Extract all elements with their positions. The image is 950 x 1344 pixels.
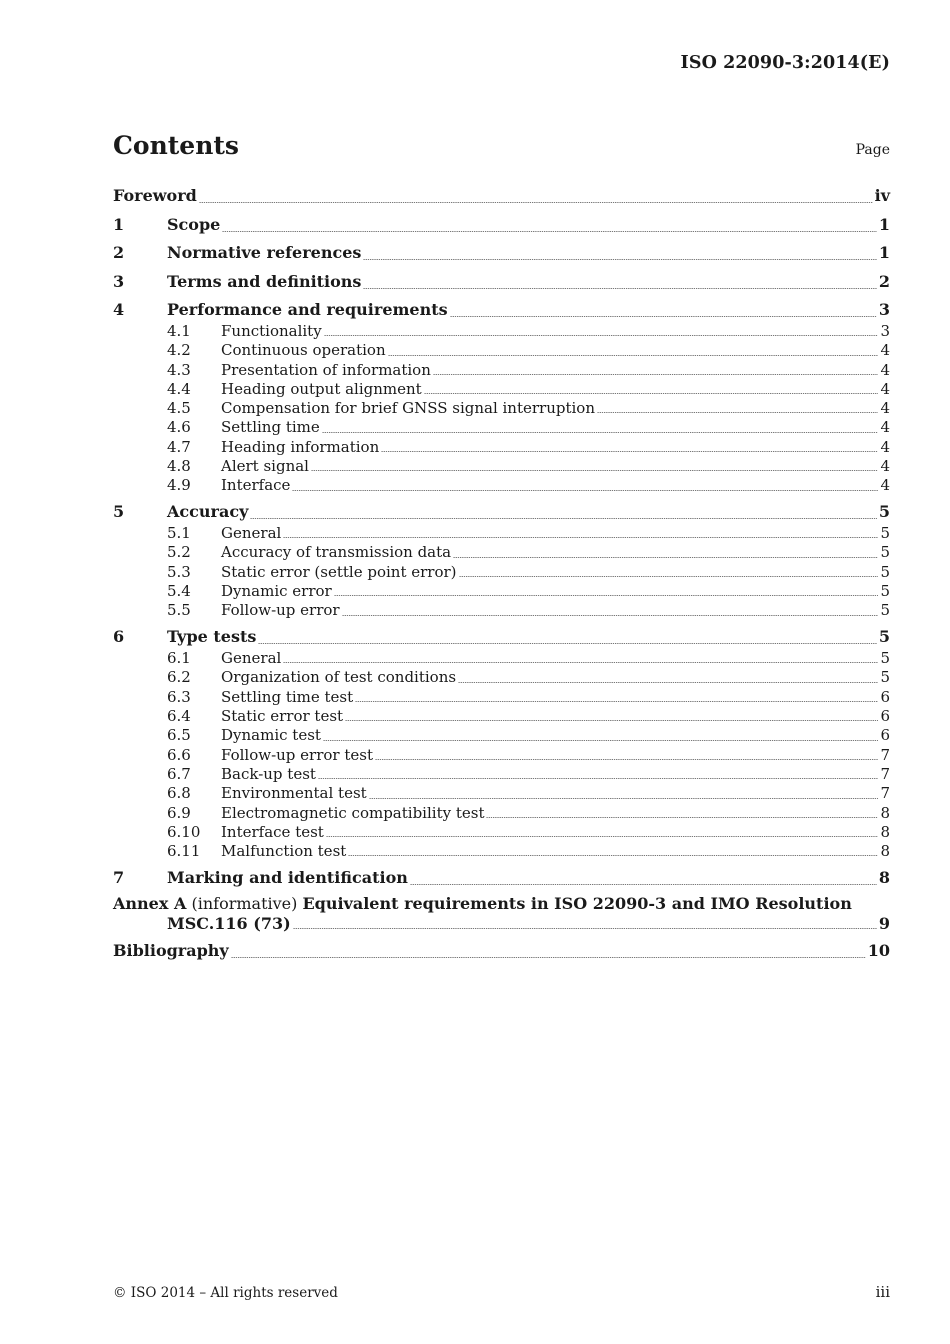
toc-number: 7 [113,867,125,887]
toc-number: 5.2 [167,543,191,562]
dot-leader [326,836,879,837]
toc-subentry[interactable] [113,399,890,418]
annex-title-continuation [113,914,890,934]
toc-subentry[interactable] [113,688,890,707]
toc-subentry[interactable] [113,823,890,842]
toc-number: 6.9 [167,803,191,822]
toc-subentry[interactable] [113,582,890,601]
toc-page: 4 [880,418,890,437]
toc-page: 8 [880,822,890,841]
toc-entry-bibliography[interactable] [113,939,890,963]
toc-subentry[interactable] [113,804,890,823]
dot-leader [486,817,878,818]
toc-number: 2 [113,243,125,262]
toc-title: Heading information [221,437,380,456]
toc-number: 5.5 [167,601,191,620]
toc-title: Malfunction test [221,842,347,861]
toc-subentry[interactable] [113,322,890,341]
toc-number: 6.3 [167,687,191,706]
toc-number: 4.7 [167,437,191,456]
dot-leader [363,259,876,260]
toc-page: 8 [880,803,890,822]
toc-page: 6 [880,707,890,726]
dot-leader [231,957,866,958]
annex-title: Equivalent requirements in ISO 22090-3 and IMO Resolution [302,894,852,914]
toc-subentry[interactable] [113,707,890,726]
toc-title: Static error test [221,707,344,726]
toc-page: 3 [880,322,890,340]
toc-subentry[interactable] [113,524,890,543]
toc-page: 4 [880,457,890,476]
toc-title: Performance and requirements [167,300,448,319]
toc-page: iv [874,186,890,205]
dot-leader [318,778,879,779]
dot-leader [250,518,876,519]
toc-title: Follow-up error [221,601,340,620]
toc-number: 1 [113,214,125,234]
toc-number: 4.4 [167,379,191,398]
toc-title: Compensation for brief GNSS signal interruption [221,399,595,418]
toc-page: 4 [880,379,890,398]
toc-number: 4 [113,300,125,319]
toc-entry-type-tests[interactable] [113,625,890,649]
toc-number: 6.2 [167,668,191,687]
toc-subentry[interactable] [113,341,890,360]
toc-number: 6.6 [167,745,191,764]
toc-title: Terms and definitions [167,271,362,291]
toc-page: 8 [878,867,890,887]
toc-subentry[interactable] [113,668,890,687]
toc-title: Bibliography [113,940,229,960]
toc-title: General [221,524,282,543]
table-of-contents [113,184,890,963]
toc-title: Heading output alignment [221,379,422,398]
dot-leader [453,557,878,558]
toc-subentry[interactable] [113,476,890,495]
dot-leader [433,374,879,375]
toc-page: 1 [878,243,890,262]
toc-page: 5 [878,627,890,647]
toc-number: 4.1 [167,322,191,340]
toc-title: Settling time test [221,687,354,706]
dot-leader [381,451,878,452]
dot-leader [323,740,879,741]
toc-number: 5.4 [167,582,191,601]
toc-page: 5 [880,524,890,543]
dot-leader [450,316,877,317]
toc-title: Static error (settle point error) [221,562,457,581]
toc-title: Interface test [221,822,324,841]
dot-leader [283,662,878,663]
dot-leader [283,537,878,538]
toc-title: Settling time [221,418,320,437]
toc-subentry[interactable] [113,601,890,620]
toc-page: 5 [880,582,890,601]
dot-leader [363,288,876,289]
dot-leader [459,576,879,577]
toc-entry-terms-and-definitions[interactable] [113,270,890,294]
dot-leader [410,884,877,885]
document-id: ISO 22090-3:2014(E) [680,53,890,73]
toc-page: 5 [878,502,890,522]
toc-entry-annex-a[interactable] [113,894,890,934]
toc-title: Follow-up error test [221,745,373,764]
toc-title: Scope [167,214,221,234]
toc-title: Foreword [113,186,197,205]
toc-page: 1 [878,214,890,234]
toc-subentry[interactable] [113,765,890,784]
toc-number: 6.7 [167,764,191,783]
toc-title: Environmental test [221,784,367,803]
dot-leader [322,432,879,433]
toc-number: 6 [113,627,125,647]
toc-title: Alert signal [221,457,309,476]
annex-label: Annex A [113,894,187,914]
toc-number: 4.6 [167,418,191,437]
toc-title: Accuracy of transmission data [221,543,452,562]
dot-leader [222,231,877,232]
toc-subentry[interactable] [113,784,890,803]
contents-heading [113,131,890,165]
toc-number: 4.2 [167,341,191,360]
dot-leader [199,202,873,203]
dot-leader [348,855,878,856]
annex-title-cont: MSC.116 (73) [167,914,291,934]
toc-subentry[interactable] [113,457,890,476]
dot-leader [355,701,878,702]
page-column-label: Page [855,142,890,158]
toc-number: 6.8 [167,784,191,803]
toc-number: 5.3 [167,562,191,581]
toc-page: 7 [880,745,890,764]
toc-title: Marking and identification [167,867,408,887]
toc-subentry[interactable] [113,438,890,457]
toc-subentry[interactable] [113,726,890,745]
dot-leader [424,393,879,394]
toc-page: 6 [880,687,890,706]
dot-leader [334,595,879,596]
dot-leader [342,615,879,616]
toc-title: Type tests [167,627,257,647]
dot-leader [324,335,879,336]
page-number: iii [875,1283,890,1301]
toc-page: 4 [880,437,890,456]
toc-subentry[interactable] [113,746,890,765]
toc-page: 5 [880,601,890,620]
toc-title: Interface [221,476,291,495]
toc-page: 5 [880,668,890,687]
toc-number: 5 [113,502,125,522]
dot-leader [388,355,879,356]
toc-number: 4.8 [167,457,191,476]
toc-title: Electromagnetic compatibility test [221,803,485,822]
toc-title: Organization of test conditions [221,668,457,687]
toc-number: 6.10 [167,822,201,841]
toc-entry-marking-and-identification[interactable] [113,866,890,890]
toc-title: Normative references [167,243,362,262]
toc-number: 4.5 [167,399,191,418]
annex-type: (informative) [191,894,298,914]
toc-page: 4 [880,360,890,379]
dot-leader [258,643,877,644]
toc-title: Accuracy [167,502,249,522]
toc-title: Functionality [221,322,322,340]
toc-page: 7 [880,784,890,803]
toc-title: Dynamic error [221,582,332,601]
toc-page: 4 [880,476,890,495]
toc-entry-accuracy[interactable] [113,500,890,524]
toc-subentry[interactable] [113,361,890,380]
toc-number: 3 [113,271,125,291]
toc-number: 6.5 [167,726,191,745]
dot-leader [292,490,878,491]
contents-title: Contents [113,131,240,160]
toc-number: 5.1 [167,524,191,543]
toc-page: 10 [867,940,890,960]
dot-leader [311,470,878,471]
dot-leader [293,928,877,929]
toc-entry-normative-references[interactable] [113,241,890,265]
annex-title-line [113,894,890,914]
toc-subentry[interactable] [113,380,890,399]
toc-page: 7 [880,764,890,783]
toc-entry-foreword[interactable] [113,184,890,208]
toc-title: General [221,649,282,668]
dot-leader [369,798,879,799]
toc-entry-performance-and-requirements[interactable] [113,298,890,322]
dot-leader [345,720,878,721]
dot-leader [458,682,878,683]
toc-page: 5 [880,543,890,562]
toc-subentry[interactable] [113,563,890,582]
copyright-notice: © ISO 2014 – All rights reserved [113,1285,338,1301]
toc-subentry[interactable] [113,418,890,437]
dot-leader [597,412,878,413]
toc-title: Continuous operation [221,341,386,360]
toc-subentry[interactable] [113,649,890,668]
dot-leader [375,759,878,760]
toc-number: 4.9 [167,476,191,495]
toc-number: 6.4 [167,707,191,726]
toc-number: 4.3 [167,360,191,379]
toc-page: 6 [880,726,890,745]
toc-page: 5 [880,562,890,581]
toc-page: 2 [878,271,890,291]
toc-title: Presentation of information [221,360,431,379]
toc-title: Back-up test [221,764,316,783]
toc-page: 9 [878,914,890,934]
toc-number: 6.11 [167,842,201,861]
toc-entry-scope[interactable] [113,213,890,237]
toc-page: 4 [880,399,890,418]
toc-subentry[interactable] [113,543,890,562]
toc-page: 4 [880,341,890,360]
toc-number: 6.1 [167,649,191,668]
toc-page: 3 [878,300,890,319]
toc-subentry[interactable] [113,842,890,861]
toc-page: 8 [880,842,890,861]
toc-title: Dynamic test [221,726,321,745]
toc-page: 5 [880,649,890,668]
